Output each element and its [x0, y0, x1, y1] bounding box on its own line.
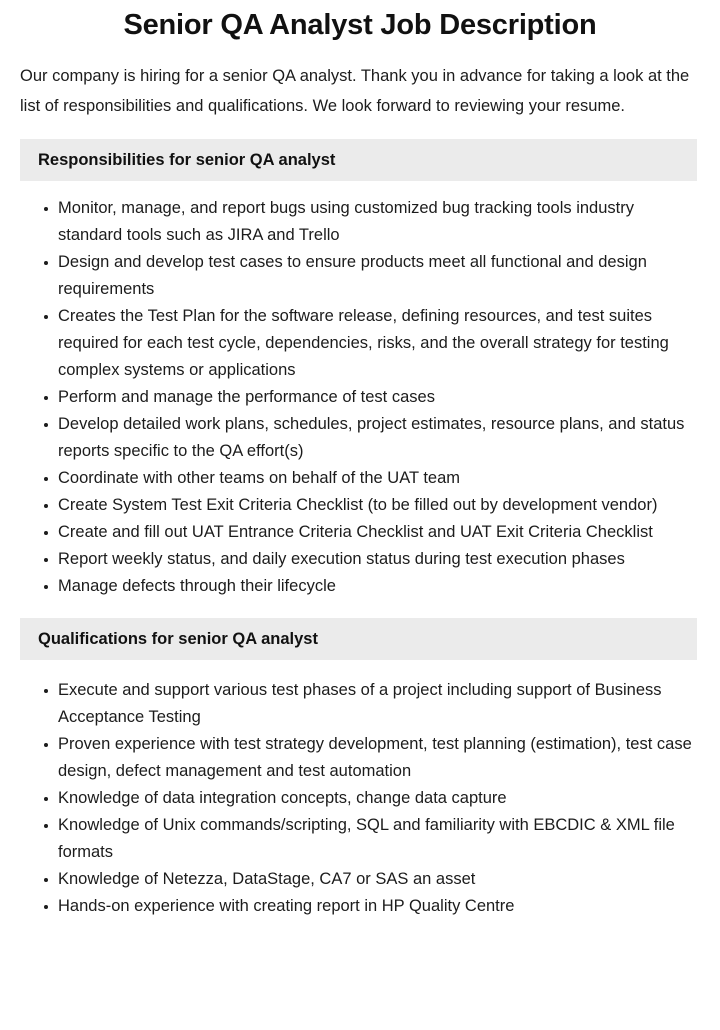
list-item: Design and develop test cases to ensure products meet all functional and design requirements: [44, 249, 698, 303]
list-item: Report weekly status, and daily execution status during test execution phases: [44, 546, 698, 573]
list-item: Knowledge of Netezza, DataStage, CA7 or SAS an asset: [44, 866, 698, 893]
qualifications-list: [0, 660, 720, 920]
responsibilities-list: [0, 181, 720, 600]
responsibilities-heading: Responsibilities for senior QA analyst: [20, 139, 697, 181]
list-item: Execute and support various test phases of a project including support of Business Acceptance Testing: [44, 677, 698, 731]
list-item: Knowledge of data integration concepts, change data capture: [44, 785, 698, 812]
page-title: Senior QA Analyst Job Description: [123, 9, 597, 41]
list-item: Knowledge of Unix commands/scripting, SQL and familiarity with EBCDIC & XML file formats: [44, 812, 698, 866]
list-item: Develop detailed work plans, schedules, project estimates, resource plans, and status reports specific to the QA effort(s): [44, 411, 698, 465]
list-item: Hands-on experience with creating report in HP Quality Centre: [44, 893, 698, 920]
qualifications-section: [0, 618, 720, 920]
intro-paragraph: Our company is hiring for a senior QA analyst. Thank you in advance for taking a look at the list of responsibilities and qualifications. We look forward to reviewing your resume.: [20, 67, 690, 115]
list-item: Coordinate with other teams on behalf of the UAT team: [44, 465, 698, 492]
responsibilities-section: [0, 139, 720, 600]
list-item: Manage defects through their lifecycle: [44, 573, 698, 600]
list-item: Creates the Test Plan for the software release, defining resources, and test suites required for each test cycle, dependencies, risks, and the overall strategy for testing complex systems or applications: [44, 303, 698, 384]
list-item: Perform and manage the performance of test cases: [44, 384, 698, 411]
qualifications-heading: Qualifications for senior QA analyst: [20, 618, 697, 660]
list-item: Monitor, manage, and report bugs using customized bug tracking tools industry standard tools such as JIRA and Trello: [44, 195, 698, 249]
list-item: Proven experience with test strategy development, test planning (estimation), test case design, defect management and test automation: [44, 731, 698, 785]
list-item: Create System Test Exit Criteria Checklist (to be filled out by development vendor): [44, 492, 698, 519]
list-item: Create and fill out UAT Entrance Criteria Checklist and UAT Exit Criteria Checklist: [44, 519, 698, 546]
